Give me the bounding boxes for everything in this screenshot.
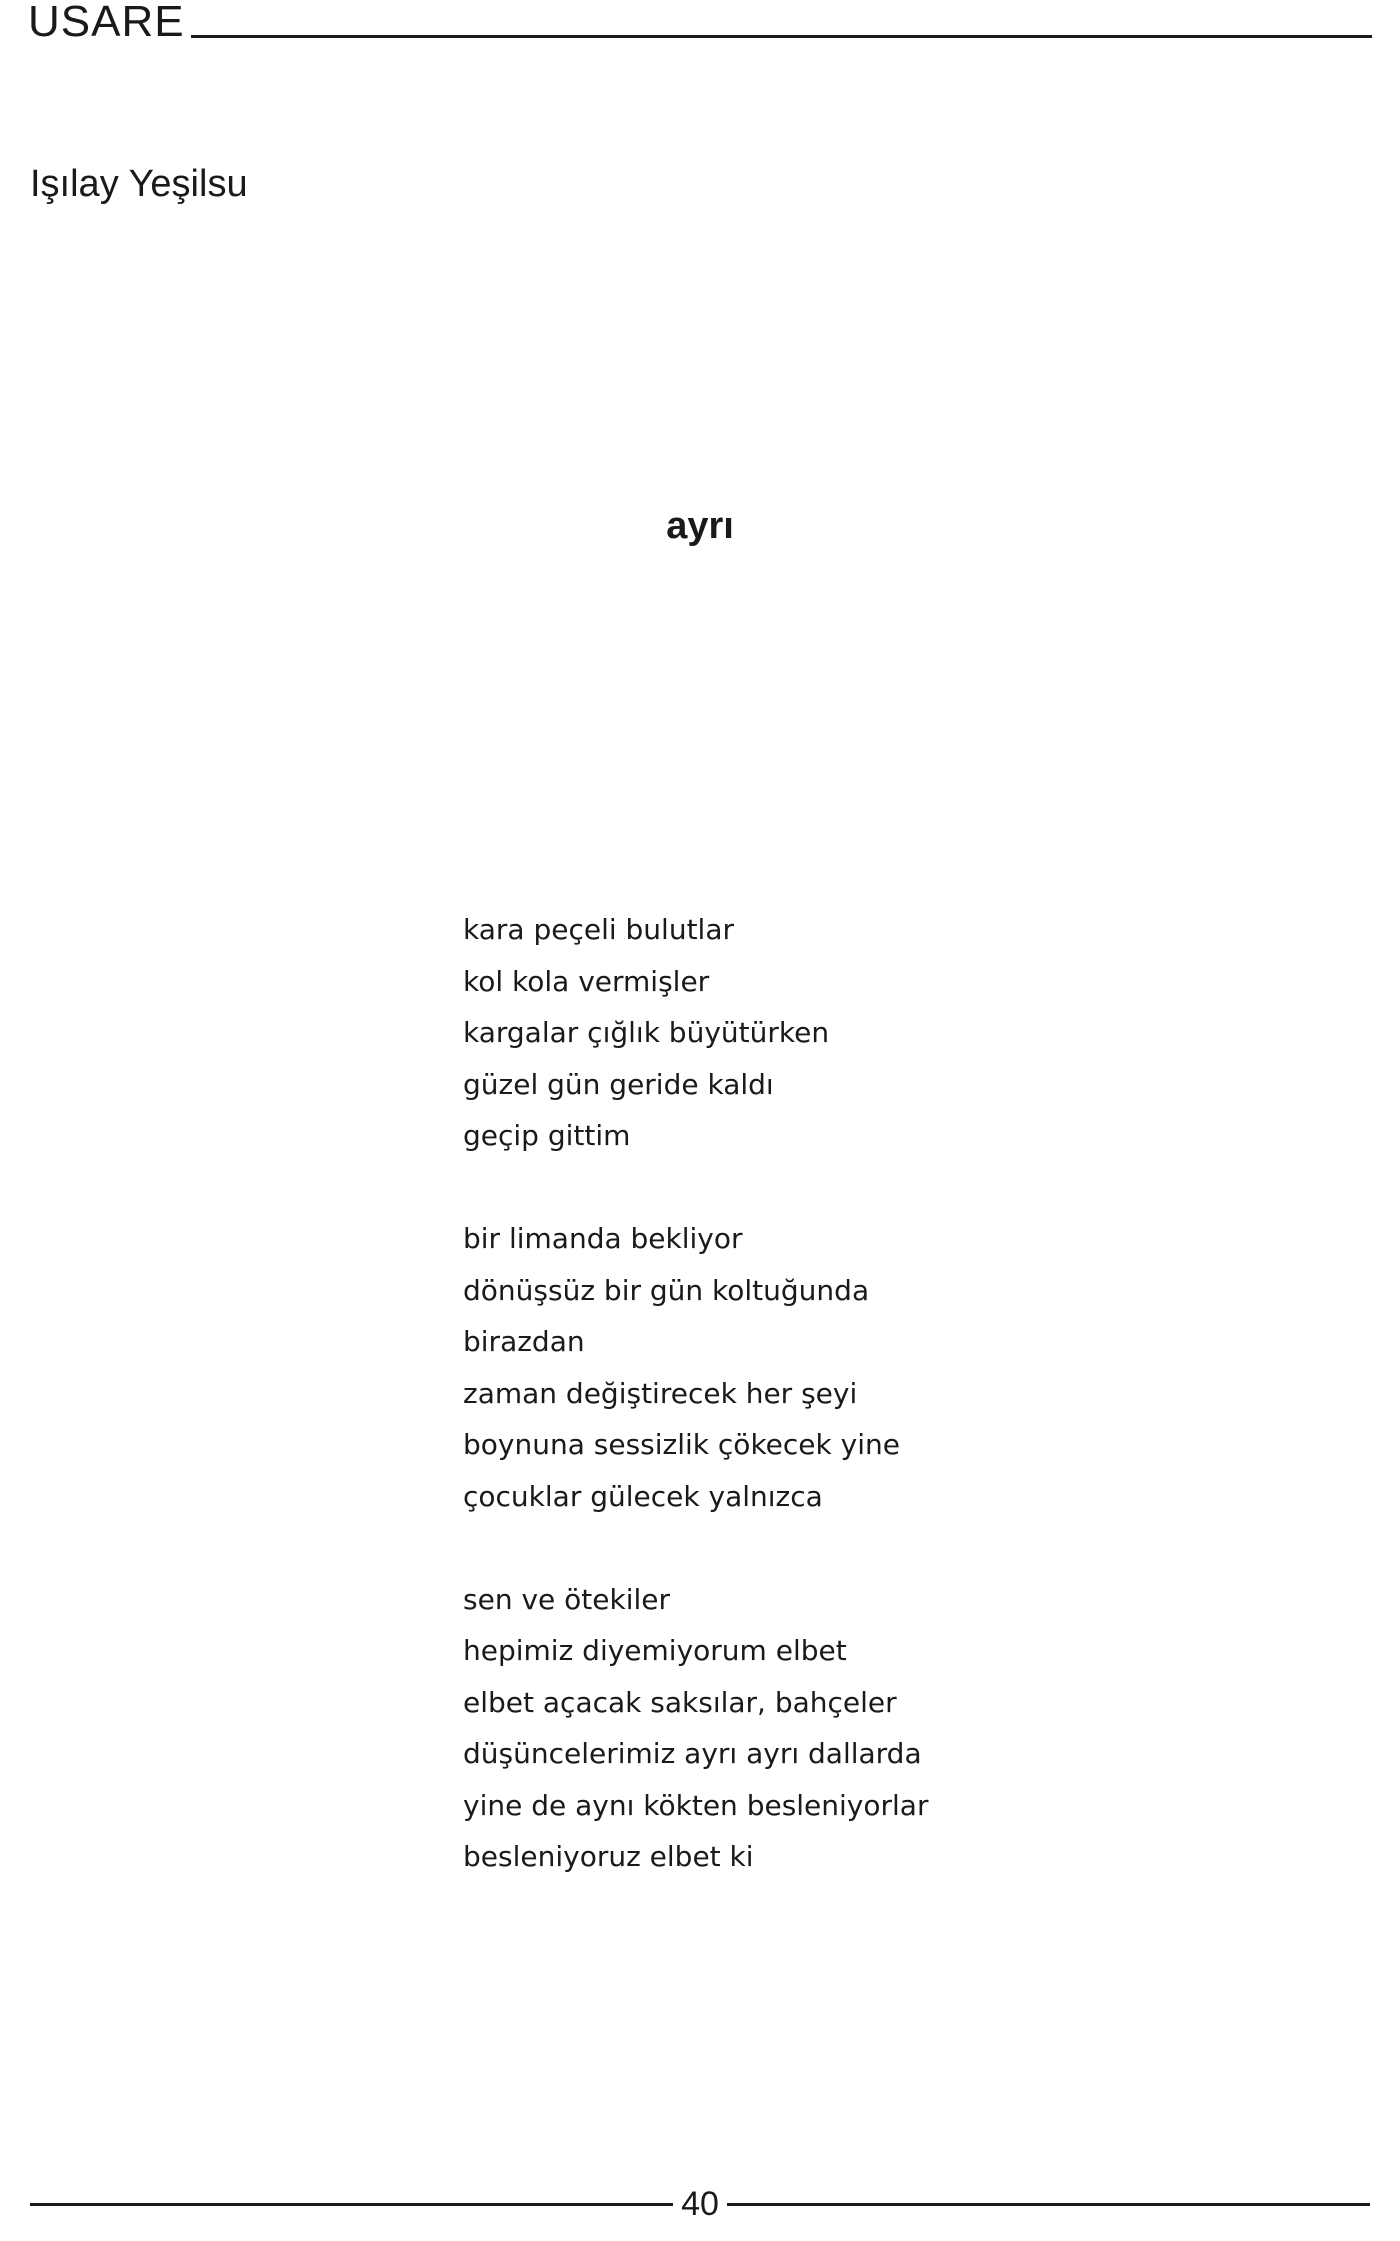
poem-line: düşüncelerimiz ayrı ayrı dallarda <box>463 1737 922 1770</box>
poem-line: geçip gittim <box>463 1119 631 1152</box>
poem-title: ayrı <box>666 505 734 547</box>
poem-line: zaman değiştirecek her şeyi <box>463 1376 858 1410</box>
poem-line: güzel gün geride kaldı <box>463 1067 774 1101</box>
running-header <box>28 0 1372 46</box>
footer-rule-left <box>30 2203 673 2206</box>
poem-line: kol kola vermişler <box>463 964 710 998</box>
poem-line: dönüşsüz bir gün koltuğunda <box>463 1273 870 1307</box>
poem-line: birazdan <box>463 1325 585 1358</box>
page-footer <box>30 2182 1370 2226</box>
poem-line: yine de aynı kökten besleniyorlar <box>463 1788 929 1822</box>
poem-line: çocuklar gülecek yalnızca <box>463 1479 823 1513</box>
poem-line: bir limanda bekliyor <box>463 1222 743 1255</box>
stanza-1 <box>463 904 1163 1162</box>
poem-title-container <box>0 502 1400 550</box>
poem-line: elbet açacak saksılar, bahçeler <box>463 1685 897 1719</box>
header-rule <box>191 35 1372 38</box>
poem-line: sen ve ötekiler <box>463 1582 671 1616</box>
poem-line: besleniyoruz elbet ki <box>463 1840 754 1873</box>
poem-line: kargalar çığlık büyütürken <box>463 1016 830 1049</box>
journal-name: USARE <box>28 0 185 46</box>
footer-rule-right <box>727 2203 1370 2206</box>
stanza-3 <box>463 1574 1163 1883</box>
poem-body <box>463 904 1163 1934</box>
poem-line: hepimiz diyemiyorum elbet <box>463 1634 847 1667</box>
poem-line: kara peçeli bulutlar <box>463 913 735 946</box>
poem-line: boynuna sessizlik çökecek yine <box>463 1428 900 1461</box>
stanza-2 <box>463 1213 1163 1522</box>
author-name: Işılay Yeşilsu <box>30 163 248 205</box>
page-number: 40 <box>681 2185 719 2223</box>
